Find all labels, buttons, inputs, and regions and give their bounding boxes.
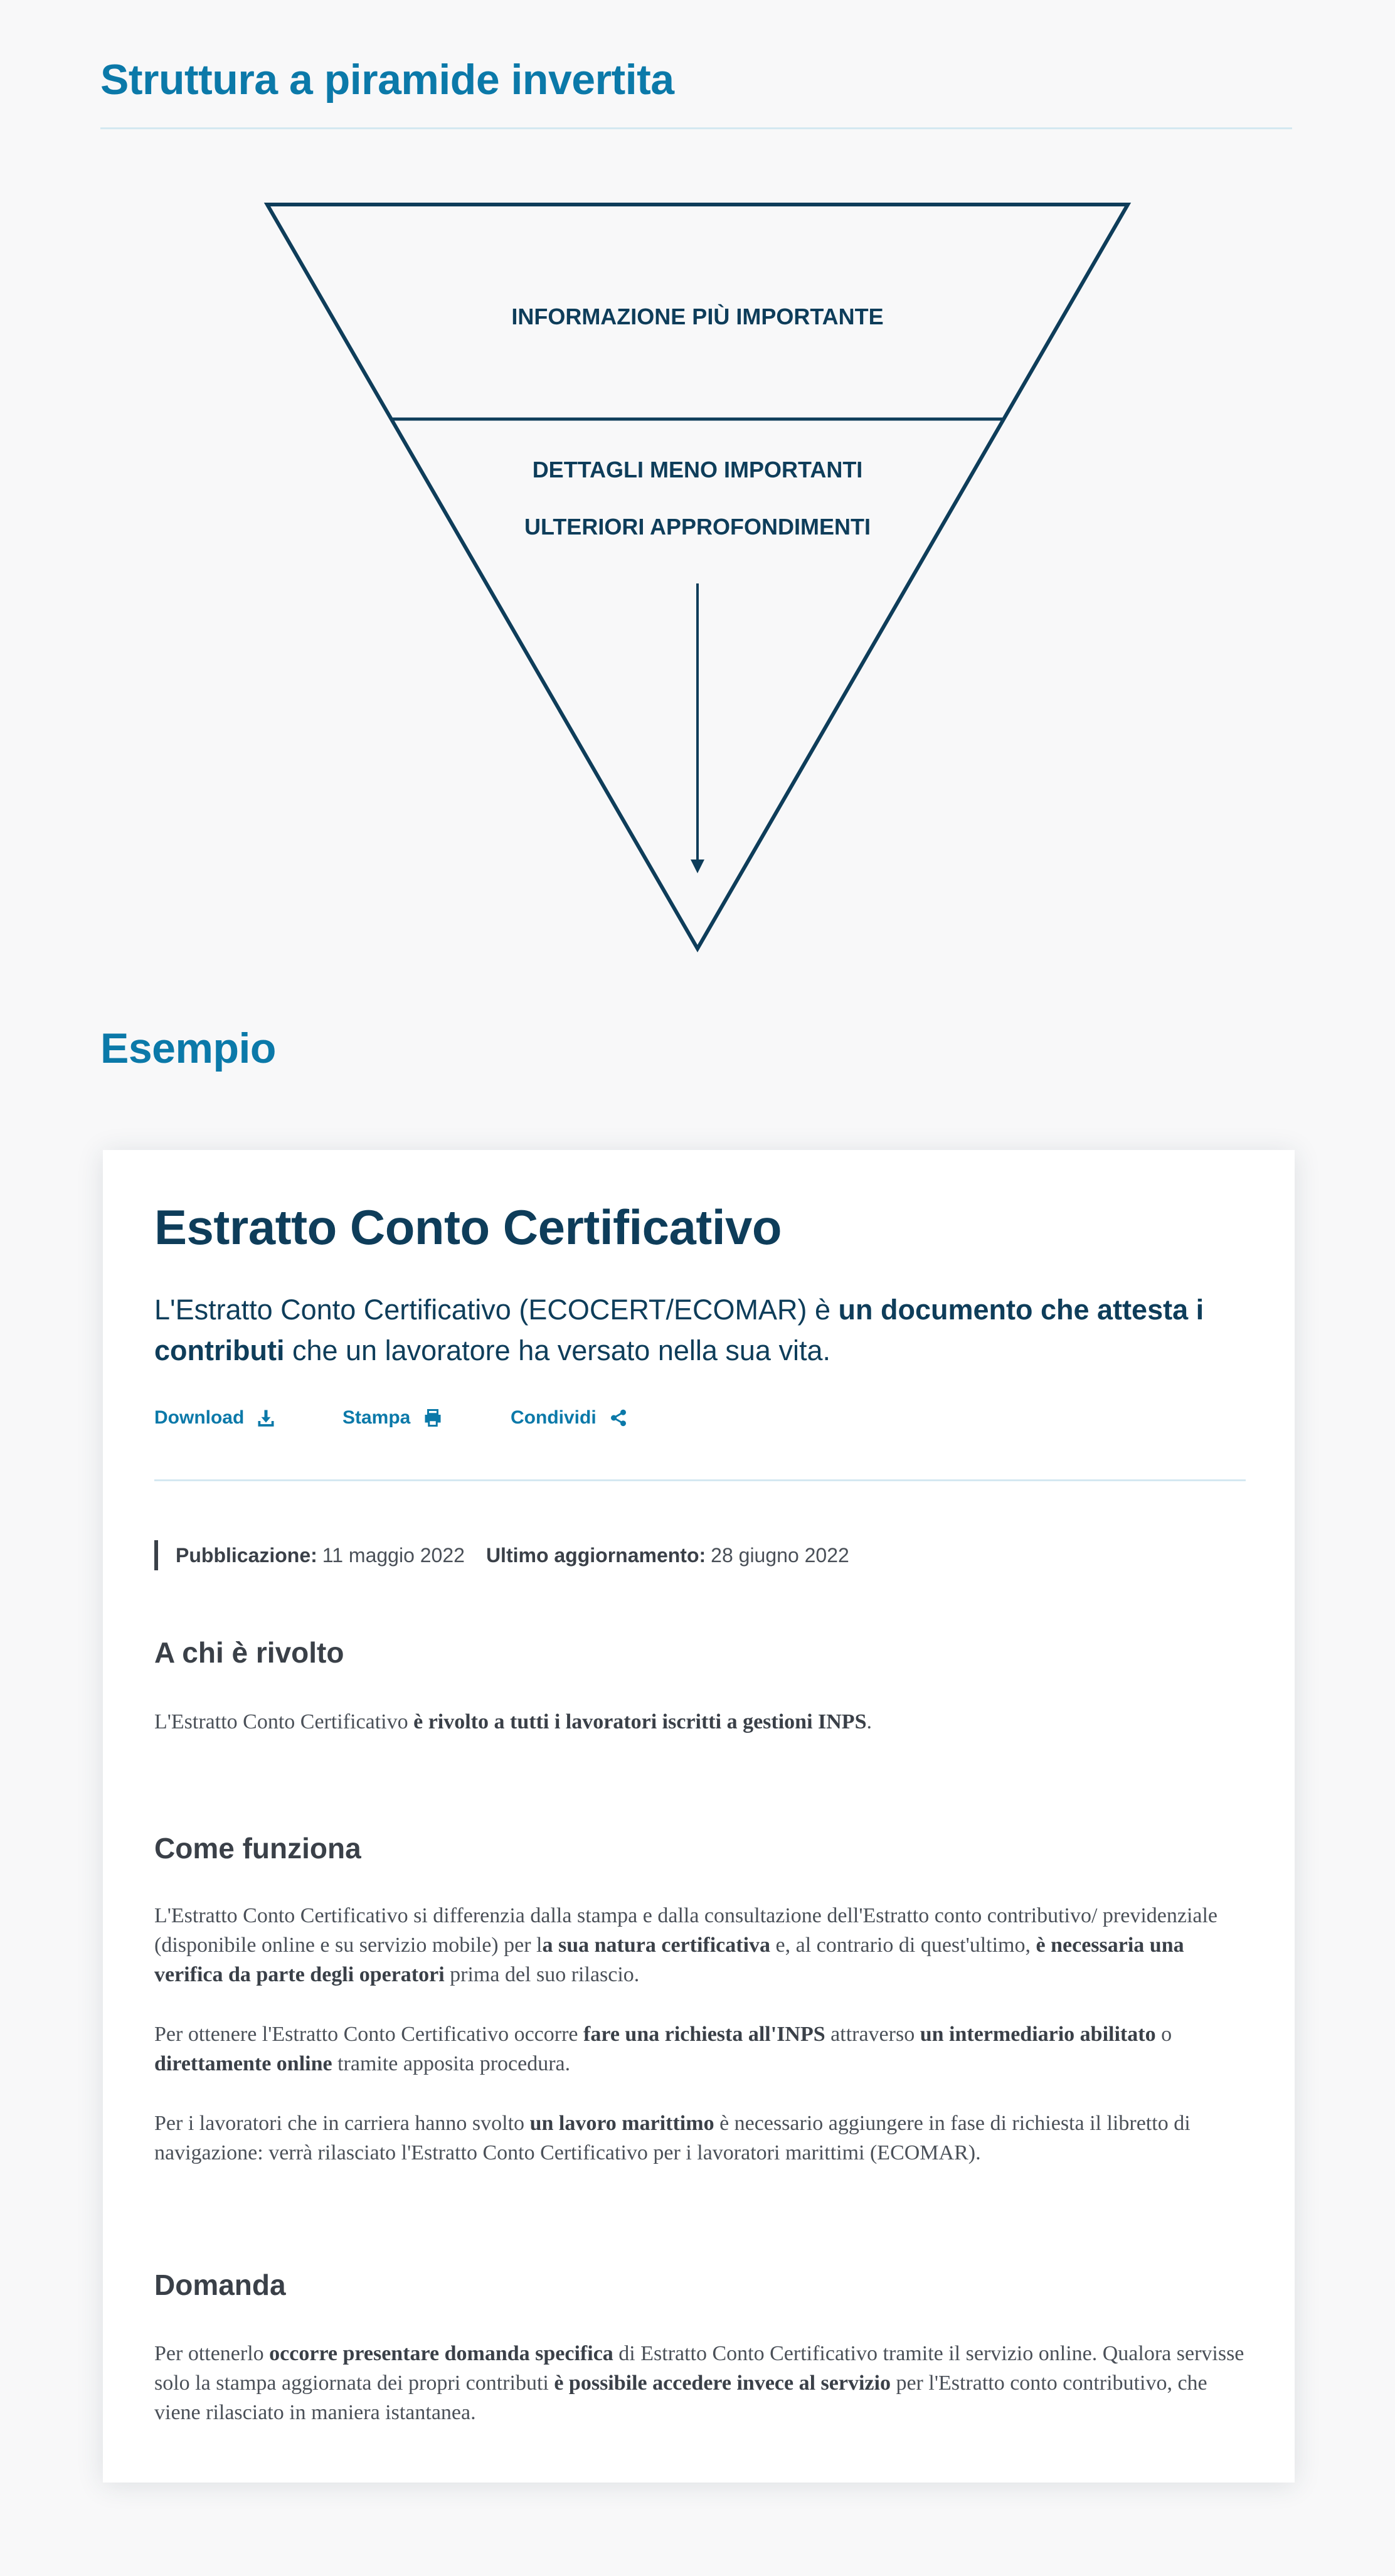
updated-label: Ultimo aggiornamento: [485, 1543, 706, 1567]
article-meta [154, 1540, 849, 1570]
text-bold: è rivolto a tutti i lavoratori iscritti a gestioni INPS [413, 1710, 867, 1733]
paragraph-request [154, 2339, 1246, 2427]
pyramid-arrow-head [691, 860, 704, 873]
text-bold: è necessaria una verifica da parte degli operatori [154, 1934, 1184, 1986]
share-label: Condividi [511, 1407, 597, 1428]
text: è necessario aggiungere in fase di richiesta il libretto di navigazione: verrà rilasciato l'Estratto Conto Certificativo per i lavoratori marittimi (ECOMAR). [154, 2112, 1191, 2164]
text: di Estratto Conto Certificativo tramite il servizio online. Qualora servisse solo la stampa aggiornata dei propri contributi [154, 2342, 1244, 2395]
text: tramite apposita procedura. [332, 2052, 571, 2075]
text-bold: occorre presentare domanda specifica [269, 2342, 613, 2365]
text-bold: un lavoro marittimo [529, 2112, 714, 2135]
printer-icon [423, 1408, 443, 1427]
published-date: 11 maggio 2022 [322, 1543, 465, 1567]
article-title: Estratto Conto Certificativo [154, 1200, 782, 1255]
share-icon [609, 1408, 628, 1427]
text: . [866, 1710, 872, 1733]
text: L'Estratto Conto Certificativo si differenzia dalla stampa e dalla consultazione dell'Estratto conto contributivo/ previdenziale (disponibile online e su servizio mobile) per l [154, 1904, 1218, 1957]
lead-text: che un lavoratore ha versato nella sua vita. [284, 1334, 830, 1366]
text: e, al contrario di quest'ultimo, [770, 1934, 1036, 1957]
paragraph-how-3 [154, 2109, 1246, 2168]
pyramid-top-label: INFORMAZIONE PIÙ IMPORTANTE [511, 304, 884, 329]
example-article-card [103, 1150, 1295, 2483]
print-label: Stampa [342, 1407, 411, 1428]
published-label: Pubblicazione: [176, 1543, 317, 1567]
section-title-example: Esempio [100, 1025, 276, 1072]
text: Per ottenerlo [154, 2342, 270, 2365]
section-title-pyramid: Struttura a piramide invertita [100, 56, 674, 104]
download-button[interactable] [154, 1407, 275, 1429]
pyramid-lower-label: ULTERIORI APPROFONDIMENTI [524, 514, 871, 540]
article-lead [154, 1289, 1233, 1371]
lead-text-bold: un documento che attesta i contributi [154, 1294, 1204, 1366]
pyramid-middle-label: DETTAGLI MENO IMPORTANTI [532, 457, 863, 482]
text: per l'Estratto conto contributivo, che viene rilasciato in maniera istantanea. [154, 2371, 1207, 2424]
text: Per ottenere l'Estratto Conto Certificativo occorre [154, 2023, 584, 2046]
download-icon [257, 1408, 275, 1427]
paragraph-how-1 [154, 1901, 1246, 1989]
article-divider [154, 1479, 1246, 1481]
updated-date: 28 giugno 2022 [711, 1543, 849, 1567]
text: Per i lavoratori che in carriera hanno svolto [154, 2112, 530, 2135]
paragraph-who [154, 1707, 1246, 1737]
section-heading-how: Come funziona [154, 1832, 361, 1865]
section-heading-who: A chi è rivolto [154, 1636, 344, 1669]
inverted-pyramid-diagram [0, 0, 1395, 979]
share-button[interactable] [511, 1407, 628, 1429]
download-label: Download [154, 1407, 245, 1428]
text-bold: è possibile accedere invece al servizio [554, 2371, 891, 2395]
print-button[interactable] [342, 1407, 443, 1429]
text: attraverso [825, 2023, 920, 2046]
section-heading-request: Domanda [154, 2269, 286, 2301]
text-bold: direttamente online [154, 2052, 332, 2075]
text-bold: a sua natura certificativa [542, 1934, 771, 1957]
lead-text: L'Estratto Conto Certificativo (ECOCERT/ECOMAR) è [154, 1294, 839, 1326]
text: o [1155, 2023, 1172, 2046]
paragraph-how-2 [154, 2020, 1246, 2078]
text-bold: un intermediario abilitato [920, 2023, 1156, 2046]
text: prima del suo rilascio. [444, 1963, 640, 1986]
text-bold: fare una richiesta all'INPS [583, 2023, 825, 2046]
text: L'Estratto Conto Certificativo [154, 1710, 414, 1733]
